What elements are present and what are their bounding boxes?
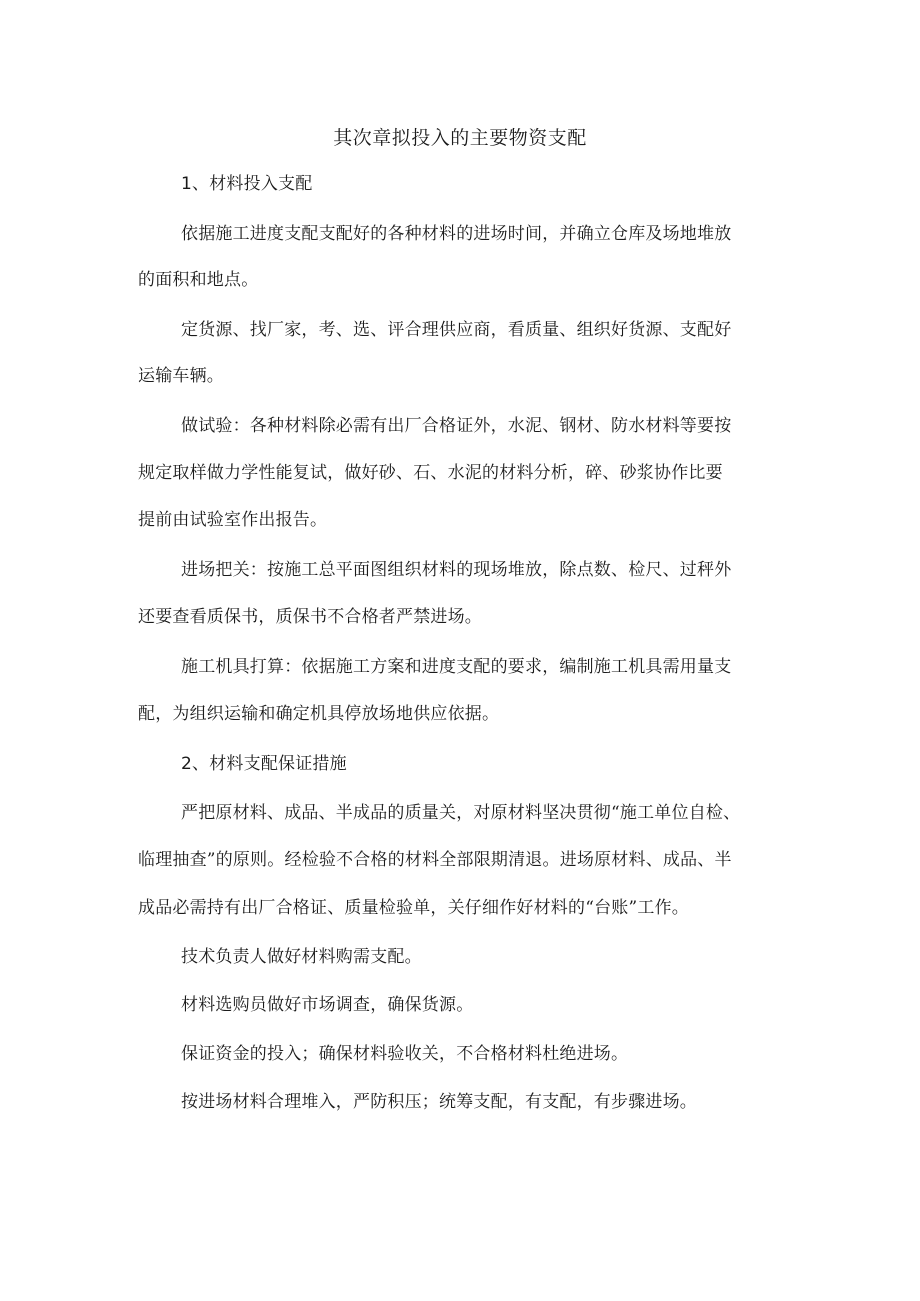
paragraph-line: 严把原材料、成品、半成品的质量关，对原材料坚决贯彻“施工单位自检、 (181, 803, 741, 823)
paragraph-line: 提前由试验室作出报告。 (138, 510, 328, 530)
document-title: 其次章拟投入的主要物资支配 (333, 127, 587, 149)
paragraph-line: 施工机具打算：依据施工方案和进度支配的要求，编制施工机具需用量支 (181, 657, 732, 677)
section-title-2: 、材料支配保证措施 (192, 754, 347, 774)
paragraph-line: 的面积和地点。 (138, 270, 259, 290)
paragraph-line: 临理抽查”的原则。经检验不合格的材料全部限期清退。进场原材料、成品、半 (138, 850, 732, 870)
section-heading-2 (181, 752, 347, 776)
section-heading-1 (181, 172, 312, 196)
paragraph-line: 还要查看质保书，质保书不合格者严禁进场。 (138, 607, 482, 627)
paragraph-line: 技术负责人做好材料购需支配。 (181, 947, 422, 967)
paragraph-line: 定货源、找厂家，考、选、评合理供应商，看质量、组织好货源、支配好 (181, 320, 732, 340)
paragraph-line: 材料选购员做好市场调查，确保货源。 (181, 995, 474, 1015)
paragraph-line: 规定取样做力学性能复试，做好砂、石、水泥的材料分析，碎、砂浆协作比要 (138, 463, 723, 483)
paragraph-line: 运输车辆。 (138, 366, 224, 386)
paragraph-line: 进场把关：按施工总平面图组织材料的现场堆放，除点数、检尺、过秤外 (181, 560, 732, 580)
paragraph-line: 成品必需持有出厂合格证、质量检验单，关仔细作好材料的“台账”工作。 (138, 898, 689, 918)
paragraph-line: 做试验：各种材料除必需有出厂合格证外，水泥、钢材、防水材料等要按 (181, 416, 732, 436)
paragraph-line: 按进场材料合理堆入，严防积压；统筹支配，有支配，有步骤进场。 (181, 1092, 697, 1112)
section-number-2: 2 (181, 754, 193, 774)
paragraph-line: 依据施工进度支配支配好的各种材料的进场时间，并确立仓库及场地堆放 (181, 224, 732, 244)
section-number-1: 1 (181, 174, 193, 194)
paragraph-line: 配，为组织运输和确定机具停放场地供应依据。 (138, 704, 500, 724)
section-title-1: 、材料投入支配 (192, 174, 313, 194)
paragraph-line: 保证资金的投入；确保材料验收关，不合格材料杜绝进场。 (181, 1044, 629, 1064)
